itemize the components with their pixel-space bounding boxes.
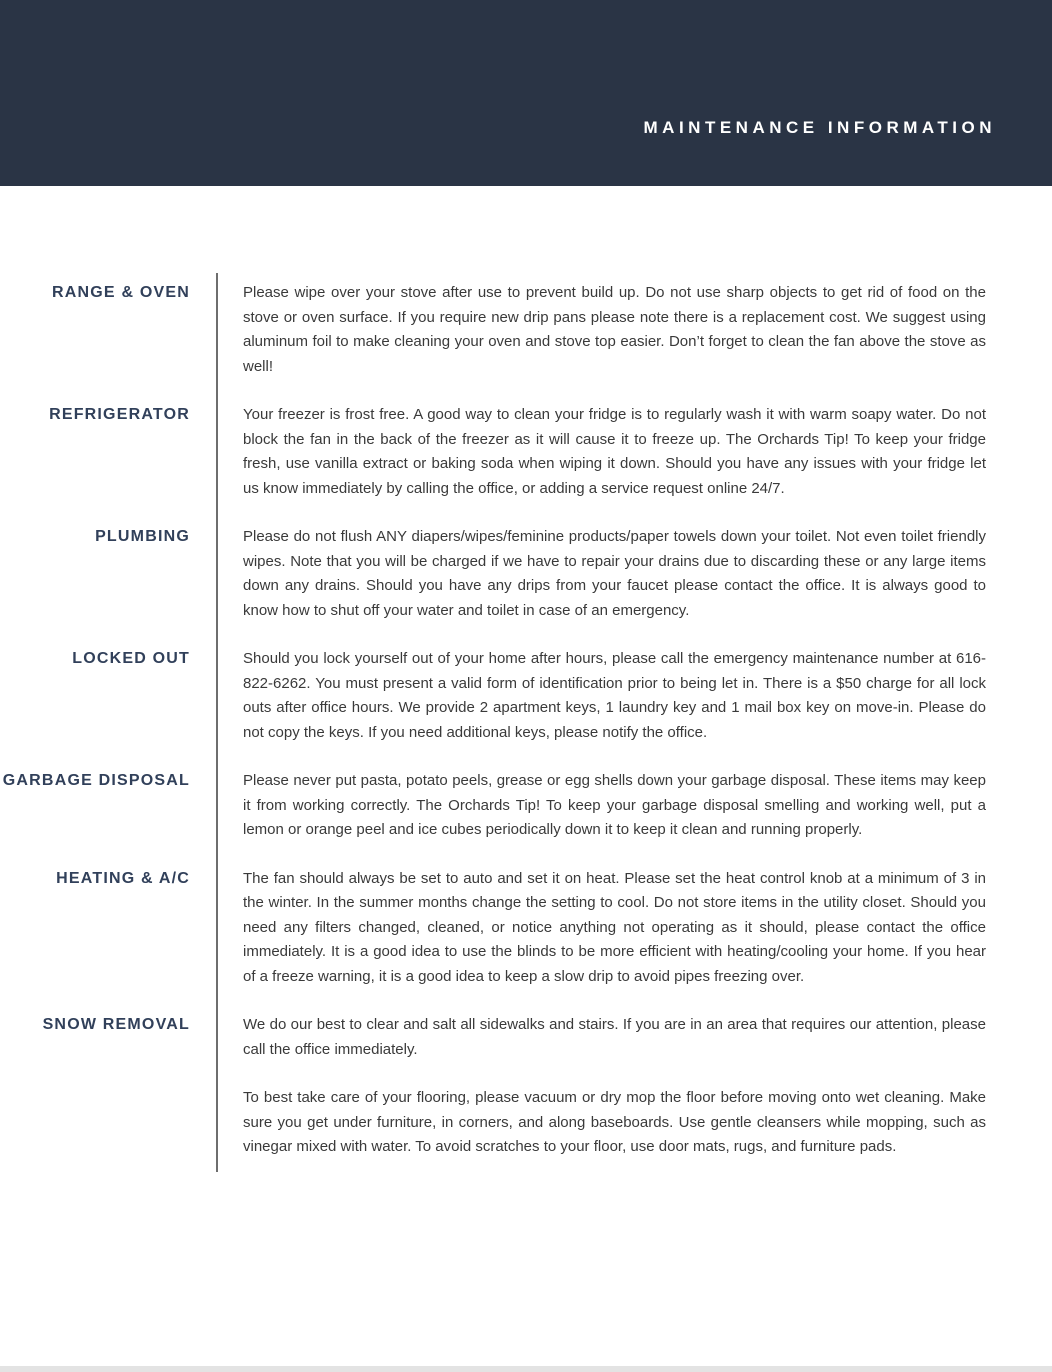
section-label: REFRIGERATOR (49, 406, 190, 423)
page-header (0, 0, 1052, 186)
section-label: RANGE & OVEN (52, 284, 190, 301)
section-row-refrigerator (0, 403, 986, 501)
maintenance-sections (0, 281, 1052, 1160)
section-row-garbage-disposal (0, 769, 986, 843)
section-body: We do our best to clear and salt all sidewalks and stairs. If you are in an area that requires our attention, please call the office immediately. (243, 1016, 986, 1058)
section-label: HEATING & A/C (56, 869, 190, 887)
section-label: LOCKED OUT (72, 650, 190, 667)
section-label: GARBAGE DISPOSAL (2, 772, 190, 789)
section-label: PLUMBING (95, 528, 190, 545)
page-title: MAINTENANCE INFORMATION (643, 118, 996, 137)
section-body: The fan should always be set to auto and set it on heat. Please set the heat control knob at a minimum of 3 in the winter. In the summer months change the setting to cool. Do not store items in the utility closet. Should you need any filters changed, cleaned, or notice anything not operating as it should, please contact the office immediately. It is a good idea to use the blinds to be more efficient with heating/cooling your home. If you hear of a freeze warning, it is a good idea to keep a slow drip to avoid pipes freezing over. (243, 869, 986, 985)
section-body: Please never put pasta, potato peels, grease or egg shells down your garbage disposal. These items may keep it from working correctly. The Orchards Tip! To keep your garbage disposal smelling and working well, put a lemon or orange peel and ice cubes periodically down it to keep it clean and running properly. (243, 772, 986, 838)
divider-line (216, 273, 218, 1172)
section-row-heating-ac (0, 867, 986, 990)
section-row-plumbing (0, 525, 986, 623)
section-body: Please wipe over your stove after use to prevent build up. Do not use sharp objects to get rid of food on the stove or oven surface. If you require new drip pans please note there is a replacement cost. We suggest using aluminum foil to make cleaning your oven and stove top easier. Don’t forget to clean the fan above the stove as well! (243, 284, 986, 375)
section-row-snow-removal (0, 1013, 986, 1062)
section-row-range-oven (0, 281, 986, 379)
section-label: SNOW REMOVAL (42, 1016, 190, 1033)
page-bottom-edge (0, 1366, 1052, 1372)
section-row-flooring (0, 1086, 986, 1160)
section-body: To best take care of your flooring, please vacuum or dry mop the floor before moving onto wet cleaning. Make sure you get under furniture, in corners, and along baseboards. Use gentle cleansers while mopping, such as vinegar mixed with water. To avoid scratches to your floor, use door mats, rugs, and furniture pads. (243, 1089, 986, 1155)
section-label (0, 1086, 190, 1160)
section-body: Please do not flush ANY diapers/wipes/feminine products/paper towels down your toilet. Not even toilet friendly wipes. Note that you will be charged if we have to repair your drains due to discarding these or any large items down any drains. Should you have any drips from your faucet please contact the office. It is always good to know how to shut off your water and toilet in case of an emergency. (243, 528, 986, 619)
section-row-locked-out (0, 647, 986, 745)
section-body: Should you lock yourself out of your home after hours, please call the emergency maintenance number at 616-822-6262. You must present a valid form of identification prior to being let in. There is a $50 charge for all lock outs after office hours. We provide 2 apartment keys, 1 laundry key and 1 mail box key on move-in. Please do not copy the keys. If you need additional keys, please notify the office. (243, 650, 986, 741)
section-body: Your freezer is frost free. A good way to clean your fridge is to regularly wash it with warm soapy water. Do not block the fan in the back of the freezer as it will cause it to freeze up. The Orchards Tip! To keep your fridge fresh, use vanilla extract or baking soda when wiping it down. Should you have any issues with your fridge let us know immediately by calling the office, or adding a service request online 24/7. (243, 406, 986, 497)
